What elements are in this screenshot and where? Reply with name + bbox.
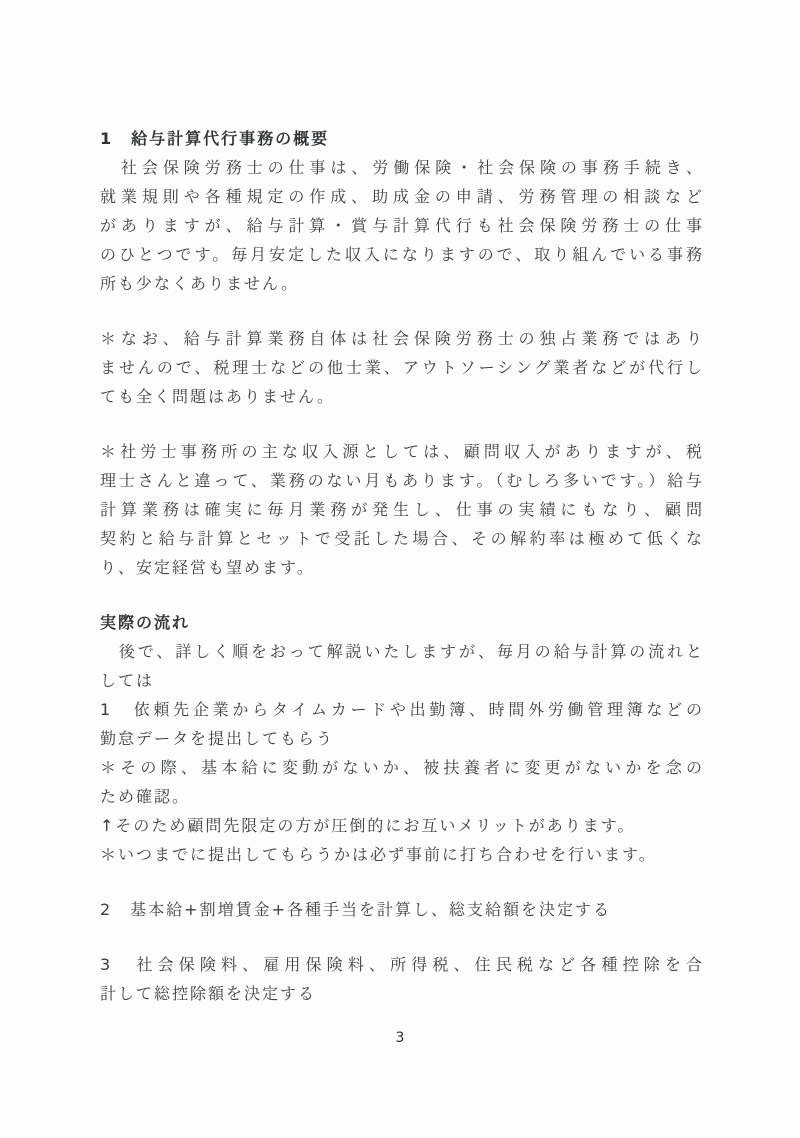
text-line: 理士さんと違って、業務のない月もあります。（むしろ多いです。）給与 (100, 471, 704, 490)
text-line: 1 依頼先企業からタイムカードや出勤簿、時間外労働管理簿などの (100, 700, 704, 719)
text-line: ため確認。 (100, 787, 191, 806)
text-line: り、安定経営も望めます。 (100, 558, 315, 577)
text-line: 2 基本給+割増賃金+各種手当を計算し、総支給額を決定する (100, 900, 611, 919)
blank-line (100, 298, 704, 324)
blank-line (100, 411, 704, 437)
blank-line (100, 869, 704, 895)
text-line: 計算業務は確実に毎月業務が発生し、仕事の実績にもなり、顧問 (100, 500, 704, 519)
document-body (100, 124, 704, 1008)
text-line: ＊なお、給与計算業務自体は社会保険労務士の独占業務ではあり (100, 329, 704, 348)
blank-line (100, 582, 704, 608)
text-line: のひとつです。毎月安定した収入になりますので、取り組んでいる事務 (100, 245, 704, 264)
section-heading: 1 給与計算代行事務の概要 (100, 129, 330, 148)
text-line: ＊その際、基本給に変動がないか、被扶養者に変更がないかを念の (100, 758, 704, 777)
text-line: ＊いつまでに提出してもらうかは必ず事前に打ち合わせを行います。 (100, 845, 657, 864)
text-line: 社会保険労務士の仕事は、労働保険・社会保険の事務手続き、 (100, 158, 704, 177)
text-line: 3 社会保険料、雇用保険料、所得税、住民税など各種控除を合 (100, 955, 704, 974)
section-heading: 実際の流れ (100, 613, 191, 632)
text-line: がありますが、給与計算・賞与計算代行も社会保険労務士の仕事 (100, 216, 704, 235)
text-line: 勤怠データを提出してもらう (100, 729, 335, 748)
text-line: 所も少なくありません。 (100, 274, 299, 293)
blank-line (100, 924, 704, 950)
text-line: ても全く問題はありません。 (100, 387, 335, 406)
text-line: 後で、詳しく順をおって解説いたしますが、毎月の給与計算の流れと (100, 642, 704, 661)
text-line: ↑そのため顧問先限定の方が圧倒的にお互いメリットがあります。 (100, 816, 636, 835)
page-number: 3 (395, 1030, 405, 1046)
text-line: しては (100, 671, 155, 690)
text-line: ませんので、税理士などの他士業、アウトソーシング業者などが代行し (100, 358, 704, 377)
text-line: 計して総控除額を決定する (100, 984, 317, 1003)
text-line: ＊社労士事務所の主な収入源としては、顧問収入がありますが、税 (100, 442, 704, 461)
text-line: 契約と給与計算とセットで受託した場合、その解約率は極めて低くな (100, 529, 704, 548)
text-line: 就業規則や各種規定の作成、助成金の申請、労務管理の相談など (100, 187, 704, 206)
